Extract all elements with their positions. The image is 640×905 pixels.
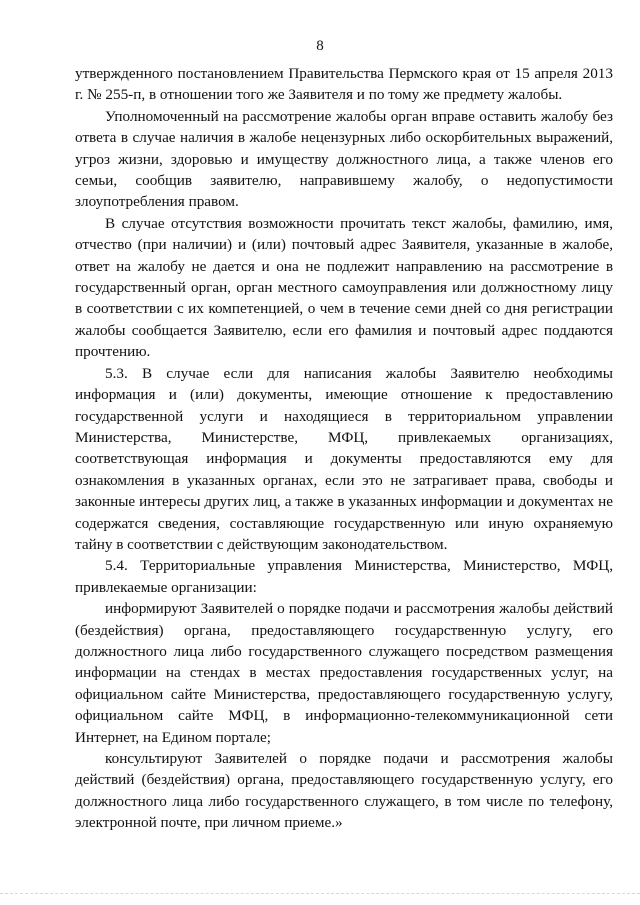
paragraph-consult: консультируют Заявителей о порядке подачи и рассмотрения жалобы действий (бездействия) органа, предоставляющего государственную услугу, его должностного лица либо государственного служащего, в том числе по телефону, электронной почте, при личном приеме.» <box>75 750 613 832</box>
paragraph-obscene-complaint: Уполномоченный на рассмотрение жалобы орган вправе оставить жалобу без ответа в случае наличия в жалобе нецензурных либо оскорбительных выражений, угроз жизни, здоровью и имуществу должностного лица, а также членов его семьи, сообщив заявителю, направившему жалобу, о недопустимости злоупотребления правом. <box>75 107 613 211</box>
page-number: 8 <box>316 38 324 54</box>
paragraph-unreadable-complaint: В случае отсутствия возможности прочитать текст жалобы, фамилию, имя, отчество (при наличии) и (или) почтовый адрес Заявителя, указанные в жалобе, ответ на жалобу не дается и она не подлежит направлению на рассмотрение в государственный орган, орган местного самоуправления или должностному лицу в соответствии с их компетенцией, о чем в течение семи дней со дня регистрации жалобы сообщается Заявителю, если его фамилия и почтовый адрес поддаются прочтению. <box>75 214 613 361</box>
document-body <box>75 63 613 834</box>
paragraph-continuation: утвержденного постановлением Правительства Пермского края от 15 апреля 2013 г. № 255-п, в отношении того же Заявителя и по тому же предмету жалобы. <box>75 65 613 104</box>
paragraph-5-3: 5.3. В случае если для написания жалобы Заявителю необходимы информация и (или) документы, имеющие отношение к предоставлению государственной услуги и находящиеся в территориальном управлении Министерства, Министерстве, МФЦ, привлекаемых организациях, соответствующая информация и документы предоставляются ему для ознакомления в указанных органах, если это не затрагивает права, свободы и законные интересы других лиц, а также в указанных информации и документах не содержатся сведения, составляющие государственную или иную охраняемую тайну в соответствии с действующим законодательством. <box>75 364 613 553</box>
paragraph-5-4: 5.4. Территориальные управления Министерства, Министерство, МФЦ, привлекаемые организации: <box>75 557 613 596</box>
scan-edge-line <box>0 893 640 894</box>
paragraph-inform: информируют Заявителей о порядке подачи и рассмотрения жалобы действий (бездействия) органа, предоставляющего государственную услугу, его должностного лица либо государственного служащего посредством размещения информации на стендах в местах предоставления государственных услуг, на официальном сайте Министерства, предоставляющего государственную услугу, официальном сайте МФЦ, в информационно-телекоммуникационной сети Интернет, на Едином портале; <box>75 600 613 746</box>
